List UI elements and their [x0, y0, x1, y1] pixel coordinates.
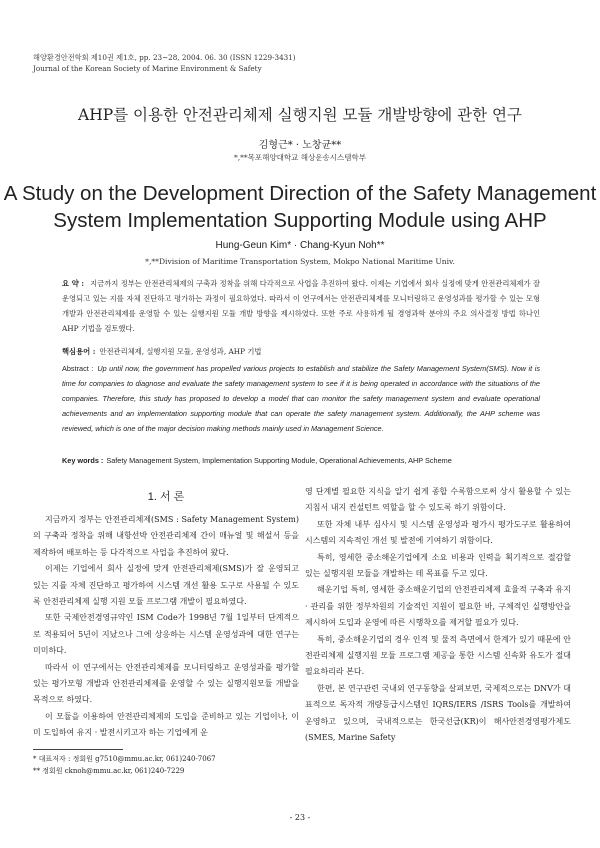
body-paragraph: 또한 국제안전경영규약인 ISM Code가 1998년 7월 1일부터 단계적으로 적용되어 5년이 지났으나 그에 상응하는 시스템 운영성과에 대한 연구는 미미하다.	[33, 613, 299, 656]
english-abstract-label: Abstract :	[62, 364, 94, 373]
english-title-line1: A Study on the Development Direction of the Safety Management	[3, 182, 597, 205]
footnotes	[33, 753, 299, 777]
journal-name: Journal of the Korean Society of Marine Environment & Safety	[33, 64, 262, 73]
right-column	[305, 484, 571, 747]
body-paragraph: 지금까지 정부는 안전관리체제(SMS : Safety Management System)의 구축과 정착을 위해 내항선박 안전관리체제 간이 매뉴얼 및 해설서 등을 제작하여 배포하는 등 다각적으로 사업을 추진하여 왔다.	[33, 515, 299, 557]
body-paragraph: 또한 자체 내부 심사시 및 시스템 운영성과 평가시 평가도구로 활용하여 시스템의 지속적인 개선 및 발전에 기여하기 위함이다.	[305, 519, 571, 546]
english-title	[0, 180, 600, 234]
body-paragraph: 특히, 중소해운기업의 경우 인적 및 물적 측면에서 한계가 있기 때문에 안전관리체제 실행지원 모듈 프로그램 제공을 통한 시스템 신속화 유도가 절대 필요하리라 본다.	[305, 634, 571, 677]
body-paragraph: 해운기업 특히, 영세한 중소해운기업의 안전관리체제 효율적 구축과 유지 · 관리를 위한 정부차원의 기술적인 지원이 필요한 바, 구체적인 실행방안을 제시하여 도입과 운영에 따른 시행착오를 제거할 필요가 있다.	[305, 585, 571, 628]
journal-header	[33, 52, 296, 74]
footnote-corresponding-author: * 대표저자 : 정회원 g7510@mmu.ac.kr, 061)240-7067	[33, 755, 216, 763]
korean-authors: 김형근* · 노창균**	[258, 140, 342, 151]
english-keywords-text: Safety Management System, Implementation Supporting Module, Operational Achievements, AHP Scheme	[106, 456, 452, 465]
english-authors: Hung-Geun Kim* · Chang-Kyun Noh**	[215, 240, 385, 251]
korean-abstract-label: 요 약 :	[62, 279, 85, 288]
left-column	[33, 512, 299, 742]
english-affiliation: *,**Division of Maritime Transportation System, Mokpo National Maritime Univ.	[145, 257, 455, 266]
korean-keywords-label: 핵심용어 :	[62, 347, 96, 356]
page-number: - 23 -	[289, 813, 311, 822]
body-paragraph: 따라서 이 연구에서는 안전관리체제를 모니터링하고 운영성과를 평가할 있는 평가모형 개발과 안전관리체제를 운영할 수 있는 실행지원모듈 개발을 목적으로 하였다.	[33, 662, 299, 705]
english-abstract	[62, 362, 540, 437]
english-abstract-text: Up until now, the government has propelled various projects to establish and stabilize the Safety Management System(SMS). Now it is time for companies to diagnose and evaluate the safety management system to see if it is being operated in accordance with the situations of the companies. Therefore, this study has proposed to develop a model that can monitor the safety management system and evaluate operational achievements and an implementation supporting module that can operate the safety management system. Additionally, the AHP scheme was reviewed, which is one of the major decision making methods mainly used in Management Science.	[62, 364, 540, 433]
korean-abstract-text: 지금까지 정부는 안전관리체제의 구축과 정착을 위해 다각적으로 사업을 추진하여 왔다. 이제는 기업에서 회사 실정에 맞게 안전관리체제가 잘 운영되고 있는 지를 자체 진단하고 평가하는 과정이 필요하였다. 따라서 이 연구에서는 안전관리체제를 모니터링하고 운영성과를 평가할 수 있는 모형 개발과 안전관리체제를 운영할 수 있는 실행지원 모듈 개발 방향을 제시하였다. 또한 주로 사용하게 될 경영과학 분야의 주요 의사결정 방법 하나인 AHP 기법을 검토했다.	[62, 279, 541, 333]
body-paragraph: 영 단계별 필요한 지식을 알기 쉽게 종합 수록함으로써 상시 활용할 수 있는 지침서 내지 컨설턴트 역할을 할 수 있도록 하기 위함이다.	[305, 487, 571, 513]
korean-abstract	[62, 276, 540, 336]
footnote-coauthor: ** 정회원 cknoh@mmu.ac.kr, 061)240-7229	[33, 767, 185, 775]
korean-keywords	[62, 347, 540, 357]
section-heading-introduction: 1. 서 론	[147, 491, 185, 503]
english-keywords-label: Key words :	[62, 456, 104, 465]
english-title-line2: System Implementation Supporting Module using AHP	[53, 209, 547, 232]
body-paragraph: 이제는 기업에서 회사 실정에 맞게 안전관리체제(SMS)가 잘 운영되고 있는 지를 자체 진단하고 평가하여 시스템 개선 활용 도구로 사용될 수 있도록 안전관리체제 실행 지원 모듈 프로그램 개발이 필요하였다.	[33, 564, 299, 607]
korean-title: AHP를 이용한 안전관리체제 실행지원 모듈 개발방향에 관한 연구	[78, 106, 522, 124]
body-paragraph: 이 모듈을 이용하여 안전관리체제의 도입을 준비하고 있는 기업이나, 이미 도입하여 유지 · 발전시키고자 하는 기업에게 운	[33, 711, 299, 738]
journal-citation: 해양환경안전학회 제10권 제1호, pp. 23~28, 2004. 06. 30 (ISSN 1229-3431)	[33, 53, 296, 62]
korean-keywords-text: 안전관리체제, 실행지원 모듈, 운영성과, AHP 기법	[99, 347, 262, 356]
footnote-divider	[33, 749, 123, 750]
body-paragraph: 특히, 영세한 중소해운기업에게 소요 비용과 인력을 획기적으로 절감할 있는 실행지원 모듈을 개발하는 데 목표를 두고 있다.	[305, 552, 571, 579]
body-paragraph: 한편, 본 연구관련 국내외 연구동향을 살펴보면, 국제적으로는 DNV가 대표적으로 독자적 개량등급시스템인 IQRS/IERS /ISRS Tools를 개발하여 운영하고 있으며, 국내적으로는 한국선급(KR)이 해사안전경영평가제도(SMES, Marine Safety	[305, 683, 571, 743]
korean-affiliation: *,**목포해양대학교 해상운송시스템학부	[234, 153, 366, 162]
english-keywords	[62, 456, 540, 465]
